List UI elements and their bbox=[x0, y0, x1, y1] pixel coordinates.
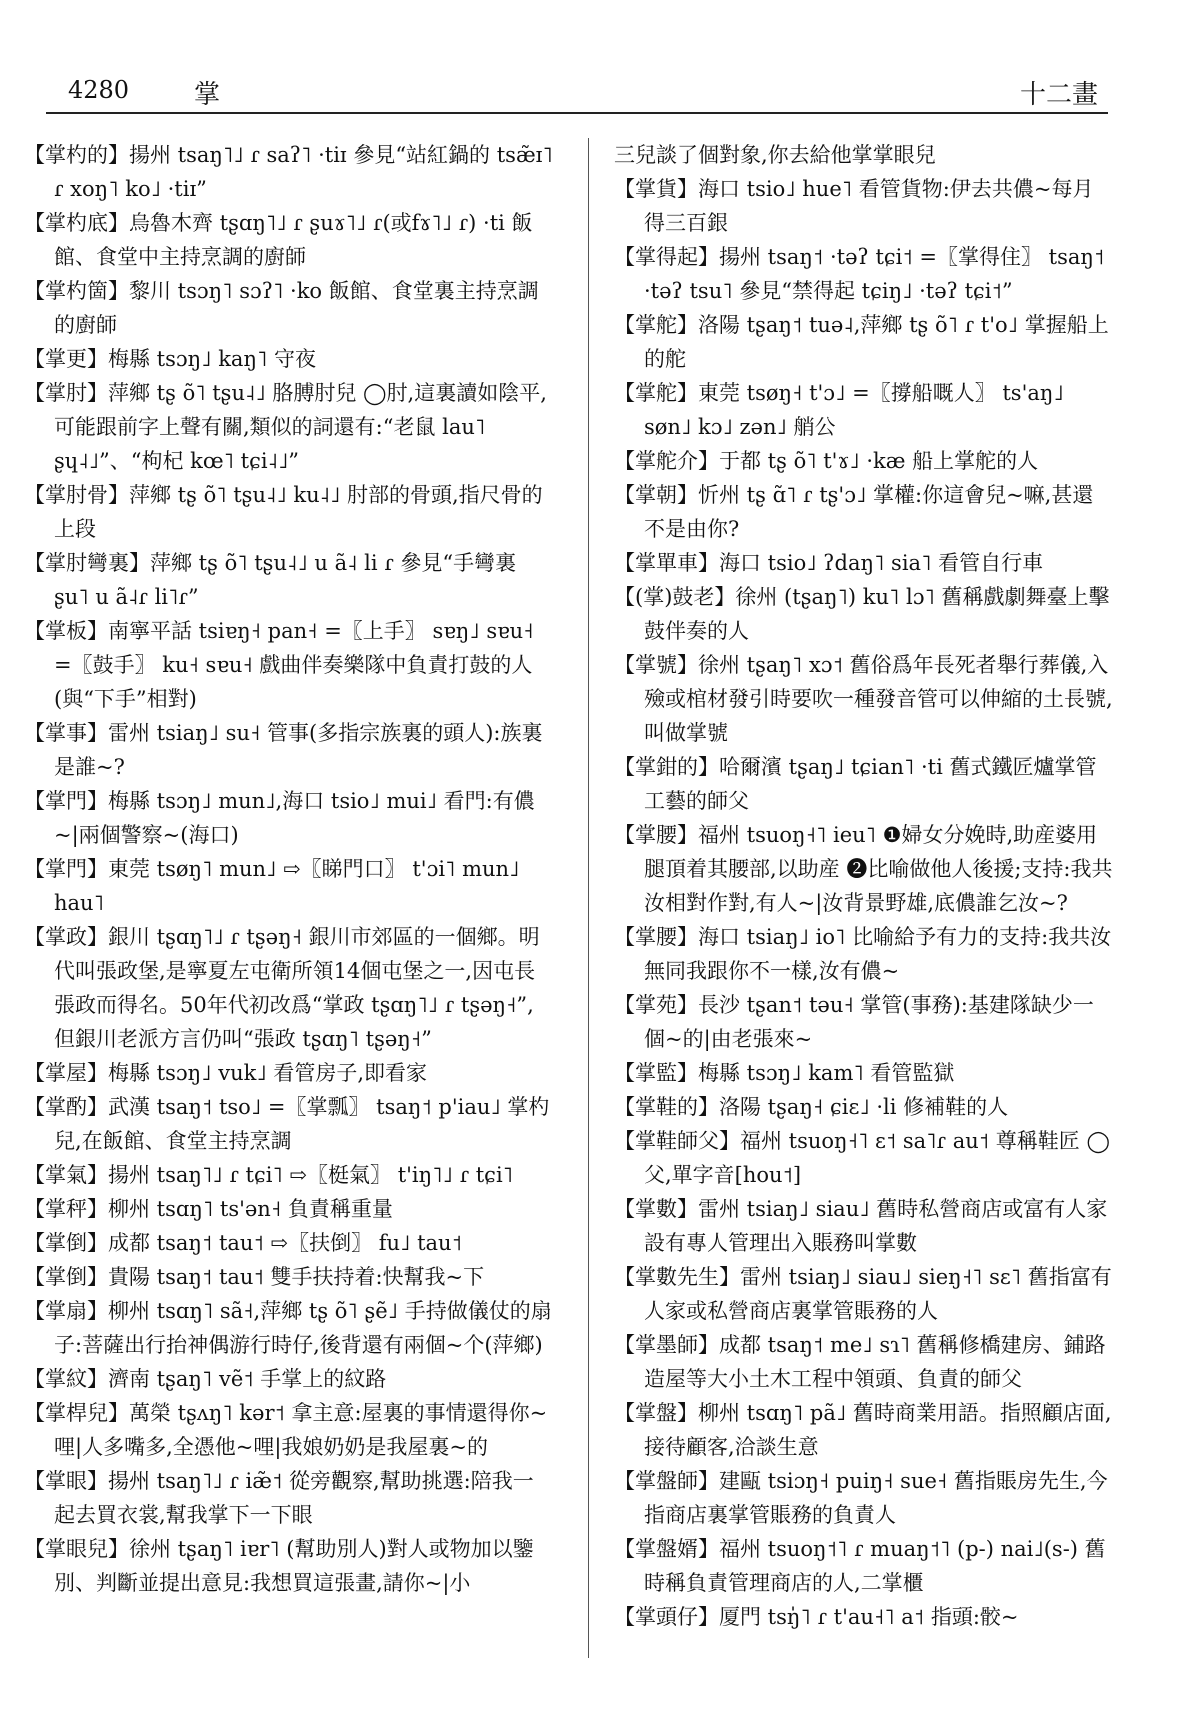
dictionary-entry: 【掌腰】海口 tsiaŋ˩ io˥ 比喻給予有力的支持:我共汝無同我跟你不一樣,汝有儂~ bbox=[614, 925, 1112, 983]
dictionary-entry: 【掌酌】武漢 tsaŋ˦ tso˩ =〖掌瓢〗 tsaŋ˦ p'iau˩ 掌杓兒,在飯館、食堂主持烹調 bbox=[24, 1095, 550, 1153]
dictionary-entry: 【掌屋】梅縣 tsɔŋ˩ vuk˩ 看管房子,即看家 bbox=[24, 1061, 428, 1085]
dictionary-entry: 【掌腰】福州 tsuoŋ˧˥ ieu˥ ❶婦女分娩時,助産婆用腿頂着其腰部,以助産 ❷比喻做他人後援;支持:我共汝相對作對,有人~|汝背景野雄,底儂誰乞汝~? bbox=[614, 823, 1113, 915]
dictionary-entry: 【掌貨】海口 tsio˩ hue˥ 看管貨物:伊去共儂~每月得三百銀 bbox=[614, 177, 1094, 235]
dictionary-entry: 【掌桿兒】萬榮 tʂʌŋ˥ kər˦ 拿主意:屋裏的事情還得你~哩|人多嘴多,全憑他~哩|我娘奶奶是我屋裏~的 bbox=[24, 1401, 548, 1459]
page-number: 4280 bbox=[68, 76, 130, 104]
dictionary-entry: 【掌單車】海口 tsio˩ ʔdaŋ˥ sia˥ 看管自行車 bbox=[614, 551, 1044, 575]
dictionary-entry: 【掌鉗的】哈爾濱 tʂaŋ˩ tɕian˥ ·ti 舊式鐵匠爐掌管工藝的師父 bbox=[614, 755, 1097, 813]
dictionary-entry: 【掌頭仔】厦門 tsŋ̍˥ ɾ t'au˧˥ a˦ 指頭:骹~ bbox=[614, 1605, 1019, 1629]
dictionary-entry: 【掌舵】東莞 tsøŋ˧ t'ɔ˩ =〖撐船嘅人〗 ts'aŋ˩ søn˩ kɔ˩ zən˩ 艄公 bbox=[614, 381, 1064, 439]
dictionary-entry: 【掌眼】揚州 tsaŋ˥˩ ɾ iæ̃˦ 從旁觀察,幫助挑選:陪我一起去買衣裳,幫我掌下一下眼 bbox=[24, 1469, 534, 1527]
dictionary-entry: 【(掌)鼓老】徐州 (tʂaŋ˥) ku˥ lɔ˥ 舊稱戲劇舞臺上擊鼓伴奏的人 bbox=[614, 585, 1110, 643]
dictionary-entry: 【掌肘骨】萍鄉 tʂ õ˥ tʂu˨˩ ku˨˩ 肘部的骨頭,指尺骨的上段 bbox=[24, 483, 543, 541]
dictionary-entry: 【掌板】南寧平話 tsiɐŋ˧ pan˧ =〖上手〗 sɐŋ˩ sɐu˧ =〖鼓手〗 ku˧ sɐu˧ 戲曲伴奏樂隊中負責打鼓的人(與“下手”相對) bbox=[24, 619, 534, 711]
left-column bbox=[24, 138, 554, 1600]
dictionary-entry: 【掌鞋師父】福州 tsuoŋ˧˥ ɛ˦ sa˥ɾ au˦ 尊稱鞋匠 ◯父,單字音[hou˦] bbox=[614, 1129, 1110, 1187]
dictionary-entry: 【掌墨師】成都 tsaŋ˦ me˩ sɿ˥ 舊稱修橋建房、鋪路造屋等大小土木工程中領頭、負責的師父 bbox=[614, 1333, 1106, 1391]
dictionary-entry: 【掌倒】成都 tsaŋ˦ tau˦ ⇨〖扶倒〗 fu˩ tau˦ bbox=[24, 1231, 462, 1255]
dictionary-entry: 【掌舵介】于都 tʂ õ˥ t'ɤ˩ ·kæ 船上掌舵的人 bbox=[614, 449, 1039, 473]
dictionary-entry: 【掌肘】萍鄉 tʂ õ˥ tʂu˨˩ 胳膊肘兒 ◯肘,這裏讀如陰平,可能跟前字上聲有關,類似的詞還有:“老鼠 lau˥ ʂɥ˨˩”、“枸杞 kœ˥ tɕi˨˩” bbox=[24, 381, 547, 473]
dictionary-entry: 【掌倒】貴陽 tsaŋ˦ tau˦ 雙手扶持着:快幫我~下 bbox=[24, 1265, 485, 1289]
dictionary-entry: 【掌門】東莞 tsøŋ˥ mun˩ ⇨〖睇門口〗 t'ɔi˥ mun˩ hau˥ bbox=[24, 857, 520, 915]
column-divider bbox=[588, 138, 589, 1658]
dictionary-entry: 【掌數】雷州 tsiaŋ˩ siau˩ 舊時私營商店或富有人家設有專人管理出入賬務叫掌數 bbox=[614, 1197, 1108, 1255]
dictionary-entry: 【掌杓底】烏魯木齊 tʂɑŋ˥˩ ɾ ʂuɤ˥˩ ɾ(或fɤ˥˩ ɾ) ·ti 飯館、食堂中主持烹調的廚師 bbox=[24, 211, 533, 269]
dictionary-entry: 【掌氣】揚州 tsaŋ˥˩ ɾ tɕi˥ ⇨〖梃氣〗 t'iŋ˥˩ ɾ tɕi˥ bbox=[24, 1163, 514, 1187]
dictionary-entry: 【掌更】梅縣 tsɔŋ˩ kaŋ˥ 守夜 bbox=[24, 347, 317, 371]
dictionary-entry: 【掌朝】忻州 tʂ ɑ̃˥ ɾ tʂ'ɔ˩ 掌權:你這會兒~嘛,甚還不是由你? bbox=[614, 483, 1094, 541]
dictionary-entry: 【掌紋】濟南 tʂaŋ˥ vẽ˦ 手掌上的紋路 bbox=[24, 1367, 387, 1391]
dictionary-entry: 【掌盤婿】福州 tsuoŋ˦˥ ɾ muaŋ˦˥ (p-) nai˩(s-) 舊時稱負責管理商店的人,二掌櫃 bbox=[614, 1537, 1106, 1595]
dictionary-entry: 【掌盤師】建甌 tsiɔŋ˧ puiŋ˧ sue˧ 舊指賬房先生,今指商店裏掌管賬務的負責人 bbox=[614, 1469, 1108, 1527]
dictionary-entry: 【掌舵】洛陽 tʂaŋ˦ tuə˨,萍鄉 tʂ õ˥ ɾ t'o˩ 掌握船上的舵 bbox=[614, 313, 1109, 371]
dictionary-entry: 【掌數先生】雷州 tsiaŋ˩ siau˩ sieŋ˧˥ sɛ˥ 舊指富有人家或私營商店裏掌管賬務的人 bbox=[614, 1265, 1112, 1323]
dictionary-entry: 【掌杓箇】黎川 tsɔŋ˥ sɔʔ˥ ·ko 飯館、食堂裏主持烹調的廚師 bbox=[24, 279, 539, 337]
dictionary-entry: 【掌扇】柳州 tsɑŋ˥ sã˧,萍鄉 tʂ õ˥ ʂẽ˩ 手持做儀仗的扇子:菩薩出行抬神偶游行時仔,後背還有兩個~个(萍鄉) bbox=[24, 1299, 552, 1357]
dictionary-entry: 三兒談了個對象,你去給他掌掌眼兒 bbox=[614, 143, 936, 167]
dictionary-entry: 【掌事】雷州 tsiaŋ˩ su˧ 管事(多指宗族裏的頭人):族裏是誰~? bbox=[24, 721, 543, 779]
dictionary-entry: 【掌眼兒】徐州 tʂaŋ˥ iɐr˥ (幫助別人)對人或物加以鑒別、判斷並提出意見:我想買這張畫,請你~|小 bbox=[24, 1537, 534, 1595]
stroke-count-label: 十二畫 bbox=[1019, 80, 1098, 110]
dictionary-entry: 【掌得起】揚州 tsaŋ˦ ·təʔ tɕi˦ =〖掌得住〗 tsaŋ˦ ·təʔ tsu˥ 參見“禁得起 tɕiŋ˩ ·təʔ tɕi˦” bbox=[614, 245, 1105, 303]
dictionary-entry: 【掌政】銀川 tʂɑŋ˥˩ ɾ tʂəŋ˧ 銀川市郊區的一個鄉。明代叫張政堡,是寧夏左屯衛所領14個屯堡之一,因屯長張政而得名。50年代初改爲“掌政 tʂɑŋ˥˩ ɾ tʂəŋ˧”,但銀川老派方言仍叫“張政 tʂɑŋ˥ tʂəŋ˧” bbox=[24, 925, 540, 1051]
dictionary-entry: 【掌肘彎裏】萍鄉 tʂ õ˥ tʂu˨˩ u ã˨ li ɾ 參見“手彎裏 ʂu˥ u ã˨ɾ li˥ɾ” bbox=[24, 551, 517, 609]
dictionary-entry: 【掌號】徐州 tʂaŋ˥ xɔ˦ 舊俗爲年長死者舉行葬儀,入殮或棺材發引時要吹一種發音管可以伸縮的土長號,叫做掌號 bbox=[614, 653, 1113, 745]
dictionary-entry: 【掌門】梅縣 tsɔŋ˩ mun˩,海口 tsio˩ mui˩ 看門:有儂~|兩個警察~(海口) bbox=[24, 789, 535, 847]
dictionary-entry: 【掌盤】柳州 tsɑŋ˥ pã˩ 舊時商業用語。指照顧店面,接待顧客,洽談生意 bbox=[614, 1401, 1112, 1459]
right-column bbox=[614, 138, 1114, 1634]
dictionary-entry: 【掌鞋的】洛陽 tʂaŋ˧ ɕiɛ˩ ·li 修補鞋的人 bbox=[614, 1095, 1009, 1119]
dictionary-entry: 【掌杓的】揚州 tsaŋ˥˩ ɾ saʔ˥ ·tiɪ 參見“站紅鍋的 tsæ̃ɪ˥ ɾ xoŋ˥ ko˩ ·tiɪ” bbox=[24, 143, 553, 201]
page-header bbox=[46, 68, 1108, 114]
dictionary-entry: 【掌苑】長沙 tʂan˦ təu˧ 掌管(事務):基建隊缺少一個~的|由老張來~ bbox=[614, 993, 1094, 1051]
dictionary-entry: 【掌監】梅縣 tsɔŋ˩ kam˥ 看管監獄 bbox=[614, 1061, 955, 1085]
dictionary-entry: 【掌秤】柳州 tsɑŋ˥ ts'ən˧ 負責稱重量 bbox=[24, 1197, 393, 1221]
running-head-character: 掌 bbox=[194, 80, 221, 110]
